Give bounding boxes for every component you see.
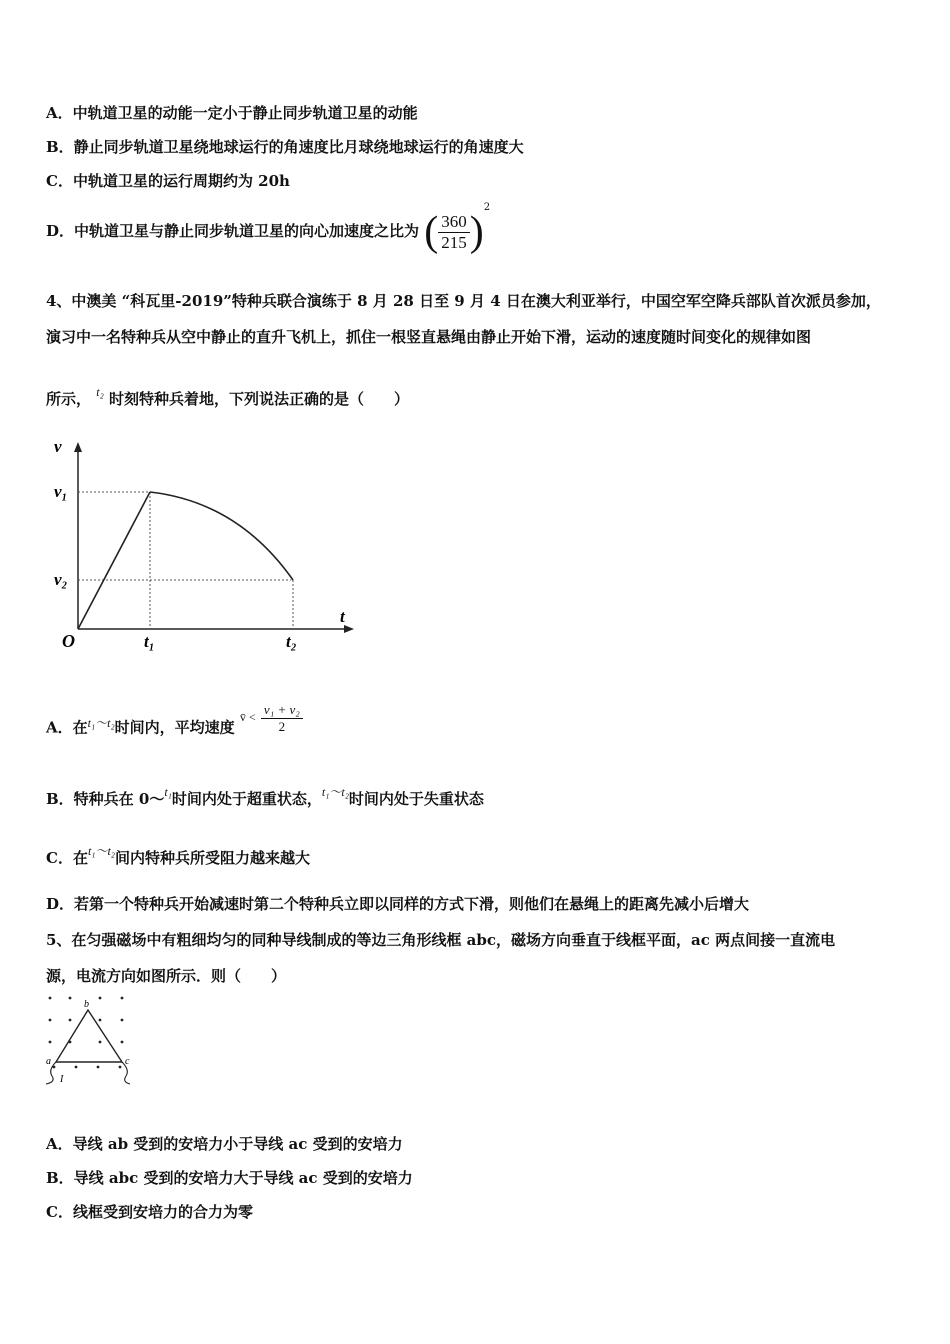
avg-velocity-fraction [261,702,303,735]
velocity-time-graph [48,432,368,662]
q4-stem-line3-post: 时刻特种兵着地，下列说法正确的是（ ） [109,390,410,408]
q4-stem-line3 [46,385,410,409]
triangle-abc [56,1010,122,1062]
q4-option-b-t1: t₁ [164,785,172,799]
q4-option-c [46,844,310,868]
q5-stem-line2: 源，电流方向如图所示．则（ ） [46,967,287,985]
left-paren: ( [424,209,439,255]
q4-option-a-range: t₁～t₂ [87,715,115,730]
q5-option-c: C．线框受到安培力的合力为零 [46,1203,253,1221]
q4-option-b-post: 时间内处于失重状态 [348,790,484,808]
accel-segment [78,492,150,629]
q4-option-b-range: t₁～t₂ [321,785,349,799]
q5-option-a: A．导线 ab 受到的安培力小于导线 ac 受到的安培力 [46,1135,403,1153]
avg-velocity-numerator: v₁ + v₂ [261,702,303,719]
q4-option-c-post: 间内特种兵所受阻力越来越大 [114,849,310,867]
q3-option-b: B．静止同步轨道卫星绕地球运行的角速度比月球绕地球运行的角速度大 [46,138,524,156]
t-axis-arrow [344,625,354,633]
t1-label: t₁ [144,632,155,651]
ratio-exponent: 2 [483,202,491,213]
q3-option-d-text: D．中轨道卫星与静止同步轨道卫星的向心加速度之比为 [46,222,420,240]
q3-option-c: C．中轨道卫星的运行周期约为 20h [46,172,290,190]
q4-option-a [46,702,303,745]
q4-option-a-mid: 时间内，平均速度 [114,718,235,737]
q4-stem-line3-pre: 所示， [46,390,92,408]
origin-label: O [62,631,75,651]
decel-curve [150,492,293,580]
v2-label: v₂ [54,570,68,589]
triangle-frame-figure [42,990,137,1090]
avg-velocity-symbol: v̄ < [239,709,256,724]
q3-option-d [46,202,491,256]
q4-stem-line1: 4、中澳美 “科瓦里-2019”特种兵联合演练于 8 月 28 日至 9 月 4 日在澳大利亚举行，中国空军空降兵部队首次派员参加， [46,292,881,310]
q4-option-b-pre: B．特种兵在 0～ [46,790,165,808]
current-label: I [60,1074,64,1085]
avg-velocity-denominator: 2 [278,719,286,734]
vertex-c-label: c [125,1056,130,1067]
v1-label: v₁ [54,482,68,501]
vertex-a-label: a [46,1056,51,1067]
q3-option-a: A．中轨道卫星的动能一定小于静止同步轨道卫星的动能 [46,104,418,122]
q5-option-b: B．导线 abc 受到的安培力大于导线 ac 受到的安培力 [46,1169,413,1187]
q5-stem-line1: 5、在匀强磁场中有粗细均匀的同种导线制成的等边三角形线框 abc，磁场方向垂直于线框平面，ac 两点间接一直流电 [46,931,836,949]
v-axis-label: v [54,437,62,456]
t2-label: t₂ [286,632,297,651]
q4-option-d: D．若第一个特种兵开始减速时第二个特种兵立即以同样的方式下滑，则他们在悬绳上的距离先减小后增大 [46,895,750,913]
q4-option-a-pre: A．在 [46,718,88,737]
t-axis-label: t [340,607,345,626]
right-paren: ) [469,209,484,255]
v-axis-arrow [74,442,82,452]
ratio-numerator: 360 [438,212,470,233]
ratio-denominator: 215 [441,232,467,252]
vertex-b-label: b [84,999,89,1010]
q4-option-c-pre: C．在 [46,849,88,867]
ratio-fraction [438,212,470,253]
q4-option-b [46,785,484,809]
q4-option-b-mid: 时间内处于超重状态， [171,790,322,808]
q4-stem-line2: 演习中一名特种兵从空中静止的直升飞机上，抓住一根竖直悬绳由静止开始下滑，运动的速度随时间变化的规律如图 [46,328,812,346]
q4-t2-var: t₂ [96,385,104,399]
q4-option-c-range: t₁～t₂ [87,844,115,858]
